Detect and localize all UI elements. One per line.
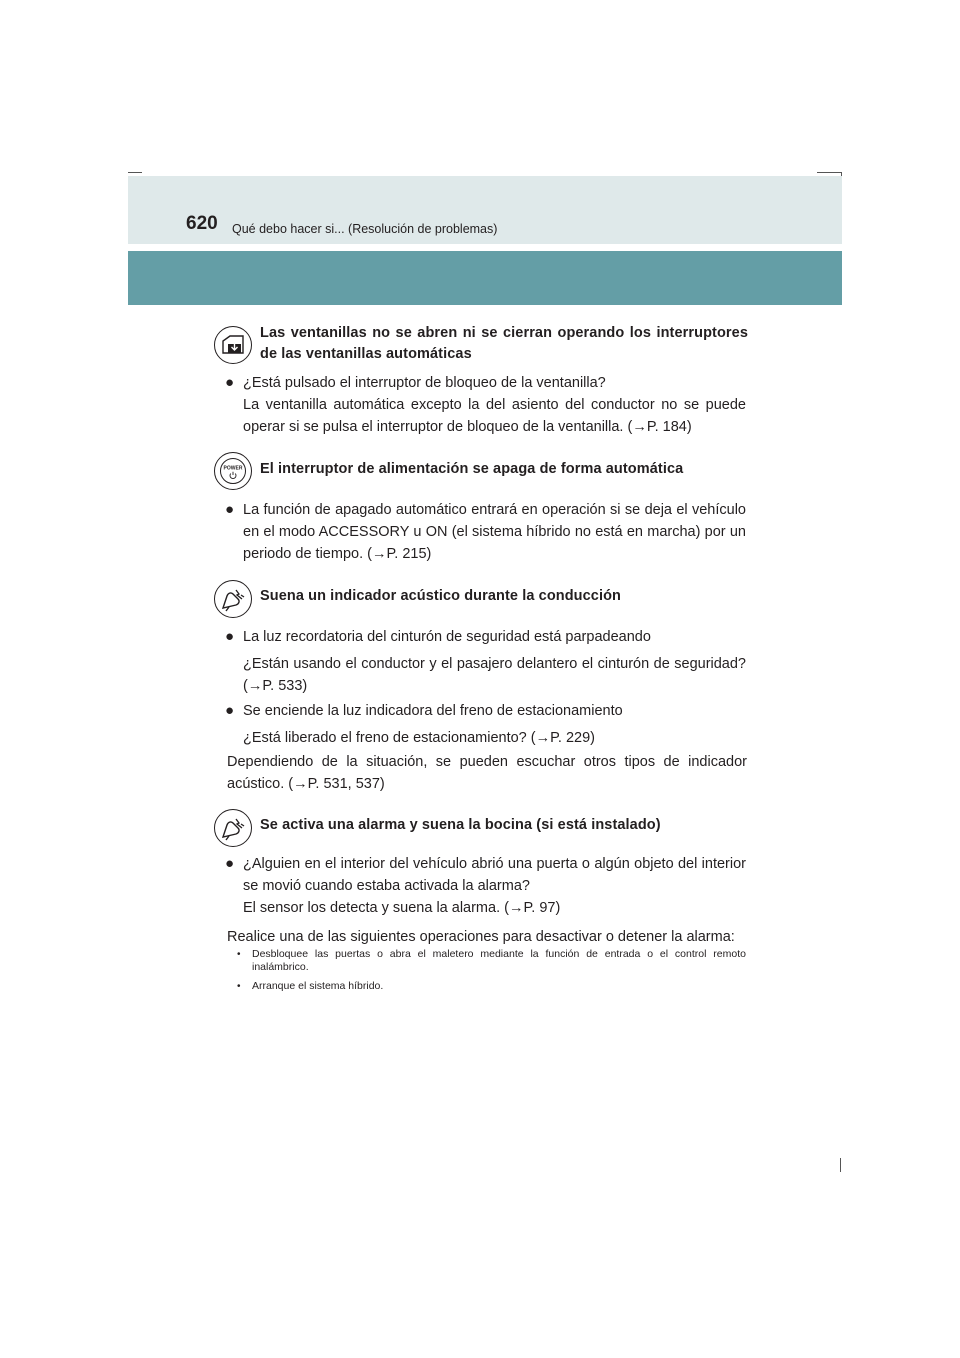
question-alarm: ¿Alguien en el interior del vehículo abrió una puerta o algún objeto del interior se movió cuando estaba activada la alarma?	[243, 856, 746, 894]
power-switch-icon	[214, 452, 252, 490]
power-window-switch-icon	[214, 326, 252, 364]
section-title-power-switch: El interruptor de alimentación se apaga de forma automática	[260, 461, 684, 477]
crop-mark	[840, 1158, 841, 1172]
note-bullet: •	[237, 981, 241, 992]
bullet: ●	[225, 501, 235, 518]
question-window-lock: ¿Está pulsado el interruptor de bloqueo de la ventanilla?	[243, 375, 606, 391]
section-title-alarm: Se activa una alarma y suena la bocina (si está instalado)	[260, 817, 661, 833]
power-switch-label: POWER	[223, 465, 243, 472]
question-parking-brake: Se enciende la luz indicadora del freno de estacionamiento	[243, 703, 623, 719]
buzzer-icon	[214, 809, 252, 847]
bullet: ●	[225, 628, 235, 645]
text-auto-off: La función de apagado automático entrará en operación si se deja el vehículo en el modo ACCESSORY u ON (el sistema híbrido no está en marcha) por un periodo de tiempo. (→P. 215)	[243, 502, 746, 562]
bullet: ●	[225, 855, 235, 872]
note-unlock: Desbloquee las puertas o abra el maletero mediante la función de entrada o el control remoto inalámbrico.	[252, 948, 746, 973]
crop-mark	[817, 172, 841, 173]
answer-alarm: El sensor los detecta y suena la alarma. (→P. 97)	[243, 900, 561, 916]
alarm-footer: Realice una de las siguientes operaciones para desactivar o detener la alarma:	[227, 929, 735, 945]
question-seatbelt: La luz recordatoria del cinturón de seguridad está parpadeando	[243, 629, 651, 645]
crop-mark	[128, 172, 142, 173]
buzzer-icon	[214, 580, 252, 618]
running-title: Qué debo hacer si... (Resolución de problemas)	[232, 222, 498, 236]
section-title-windows: Las ventanillas no se abren ni se cierran operando los interruptores de las ventanillas automáticas	[260, 325, 748, 362]
buzzer-footer: Dependiendo de la situación, se pueden escuchar otros tipos de indicador acústico. (→P. 531, 537)	[227, 754, 747, 792]
page-number: 620	[186, 213, 218, 234]
answer-seatbelt: ¿Están usando el conductor y el pasajero delantero el cinturón de seguridad? (→P. 533)	[243, 656, 746, 694]
answer-parking-brake: ¿Está liberado el freno de estacionamiento? (→P. 229)	[243, 730, 595, 746]
answer-window-lock: La ventanilla automática excepto la del asiento del conductor no se puede operar si se pulsa el interruptor de bloqueo de la ventanilla. (→P. 184)	[243, 397, 746, 435]
bullet: ●	[225, 374, 235, 391]
note-bullet: •	[237, 949, 241, 960]
bullet: ●	[225, 702, 235, 719]
note-start-hybrid: Arranque el sistema híbrido.	[252, 980, 384, 992]
section-title-buzzer: Suena un indicador acústico durante la conducción	[260, 588, 622, 604]
section-banner	[128, 251, 842, 305]
